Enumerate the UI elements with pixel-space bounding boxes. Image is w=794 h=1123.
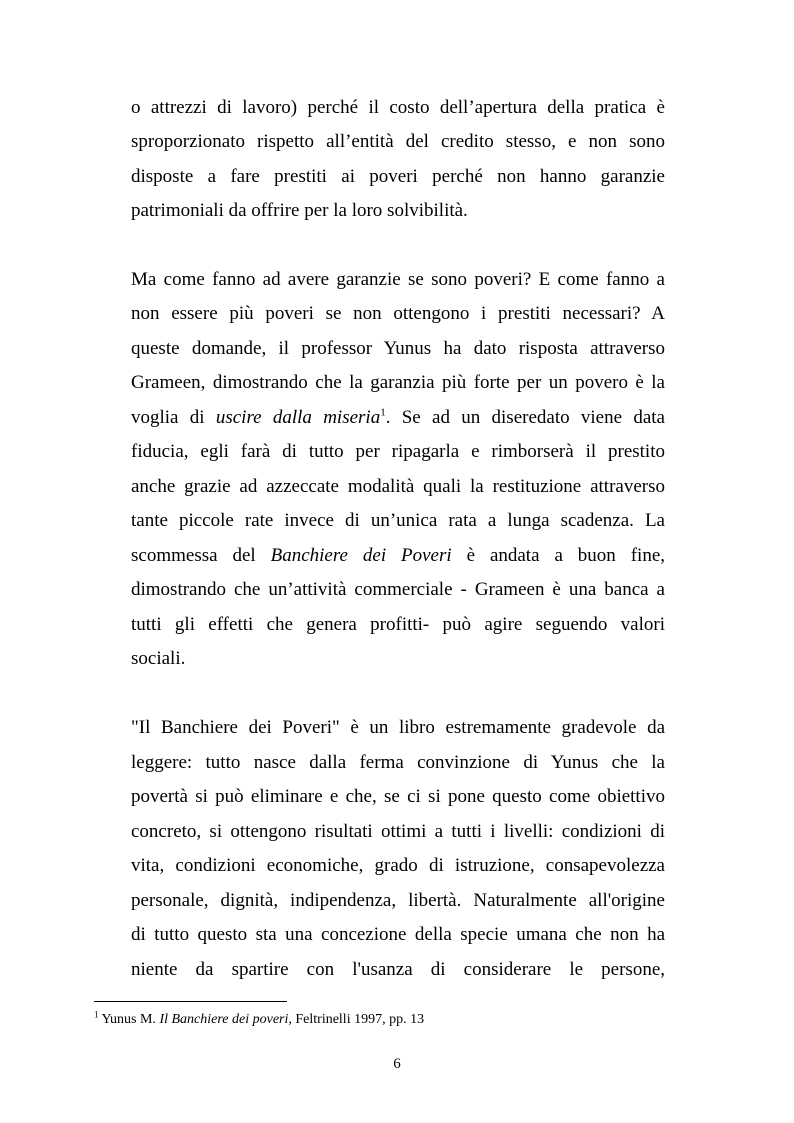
p2-line: non essere più poveri se non ottengono i prestiti necessari? A	[131, 303, 665, 324]
p3-line: niente da spartire con l'usanza di considerare le persone,	[131, 959, 665, 980]
p2-line: sociali.	[131, 648, 186, 669]
text-run: . Se ad un diseredato viene data	[385, 407, 665, 428]
p2-line	[131, 539, 665, 573]
footnote	[94, 1011, 424, 1029]
p1-line: patrimoniali da offrire per la loro solvibilità.	[131, 200, 468, 221]
p3-line: vita, condizioni economiche, grado di istruzione, consapevolezza	[131, 855, 665, 876]
p1-line: sproporzionato rispetto all’entità del credito stesso, e non sono	[131, 131, 665, 152]
p2-line: tutti gli effetti che genera profitti- può agire seguendo valori	[131, 614, 665, 635]
p1-line: disposte a fare prestiti ai poveri perché non hanno garanzie	[131, 166, 665, 187]
footnote-separator	[94, 1001, 287, 1002]
p3-line: povertà si può eliminare e che, se ci si pone questo come obiettivo	[131, 786, 665, 807]
page-number: 6	[393, 1056, 401, 1072]
p2-line: dimostrando che un’attività commerciale - Grameen è una banca a	[131, 579, 665, 600]
p3-line: concreto, si ottengono risultati ottimi a tutti i livelli: condizioni di	[131, 821, 665, 842]
p3-line: "Il Banchiere dei Poveri" è un libro estremamente gradevole da	[131, 717, 665, 738]
p2-line: Grameen, dimostrando che la garanzia più forte per un povero è la	[131, 372, 665, 393]
italic-title: Banchiere dei Poveri	[270, 545, 452, 566]
p2-line: tante piccole rate invece di un’unica rata a lunga scadenza. La	[131, 510, 665, 531]
text-run: voglia di	[131, 407, 216, 428]
p3-line: di tutto questo sta una concezione della specie umana che non ha	[131, 924, 665, 945]
p1-line: o attrezzi di lavoro) perché il costo dell’apertura della pratica è	[131, 97, 665, 118]
p3-line: leggere: tutto nasce dalla ferma convinzione di Yunus che la	[131, 752, 665, 773]
p2-line: Ma come fanno ad avere garanzie se sono poveri? E come fanno a	[131, 269, 665, 290]
footnote-number: 1	[94, 1009, 99, 1020]
footnote-author: Yunus M.	[98, 1012, 160, 1027]
p2-line: fiducia, egli farà di tutto per ripagarla e rimborserà il prestito	[131, 441, 665, 462]
text-run: scommessa del	[131, 545, 271, 566]
p2-line: queste domande, il professor Yunus ha dato risposta attraverso	[131, 338, 665, 359]
p2-line: anche grazie ad azzeccate modalità quali la restituzione attraverso	[131, 476, 665, 497]
footnote-citation: , Feltrinelli 1997, pp. 13	[288, 1012, 425, 1027]
footnote-title: Il Banchiere dei poveri	[159, 1012, 289, 1027]
footnote-reference[interactable]: 1	[380, 406, 386, 419]
text-run: è andata a buon fine,	[451, 545, 665, 566]
p3-line: personale, dignità, indipendenza, libertà. Naturalmente all'origine	[131, 890, 665, 911]
italic-phrase: uscire dalla miseria	[215, 407, 381, 428]
p2-line	[131, 401, 665, 435]
